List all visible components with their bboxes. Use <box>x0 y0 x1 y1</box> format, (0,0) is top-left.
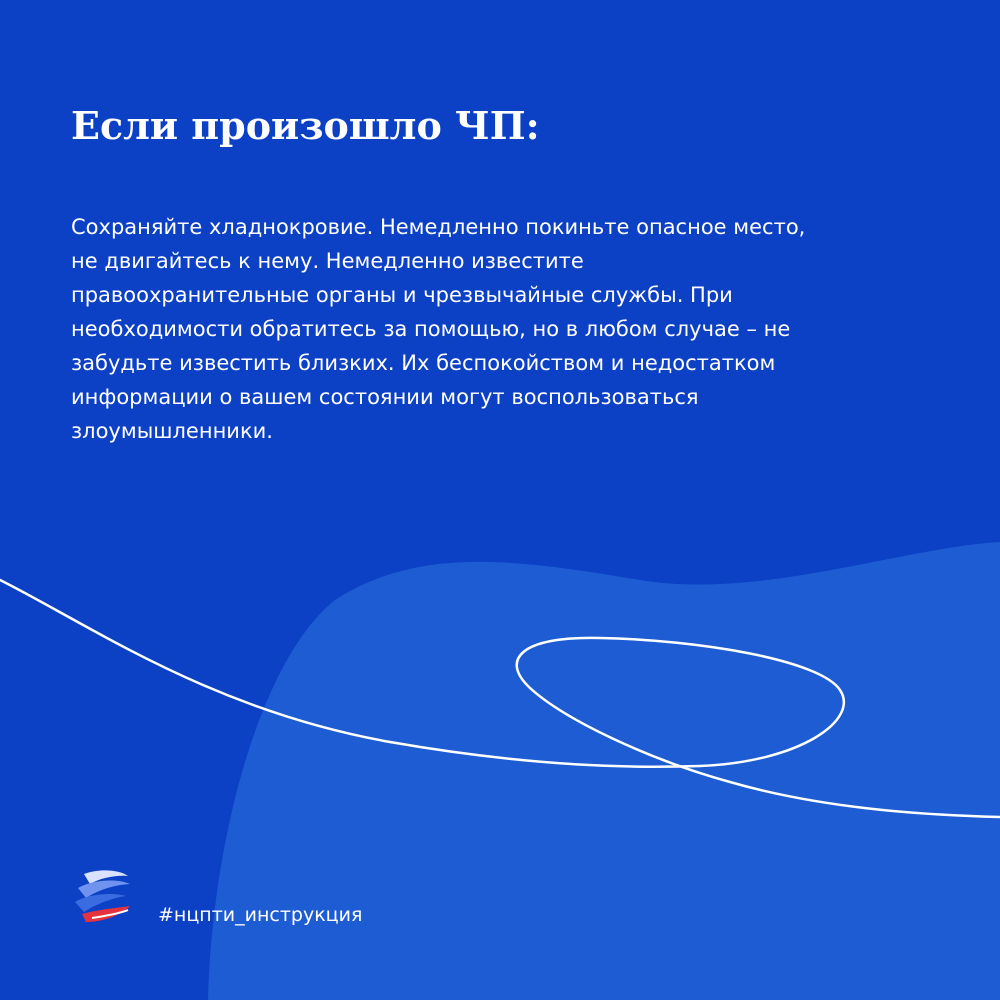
instruction-line: информации о вашем состоянии могут воспользоваться <box>71 385 699 409</box>
page-title: Если произошло ЧП: <box>71 103 540 148</box>
background-blob <box>208 542 1000 1000</box>
instruction-line: забудьте известить близких. Их беспокойством и недостатком <box>71 351 776 375</box>
globe-swoosh-logo-icon <box>70 866 136 926</box>
hashtag: #нцпти_инструкция <box>158 904 363 926</box>
instruction-line: злоумышленники. <box>71 419 273 443</box>
instruction-line: правоохранительные органы и чрезвычайные службы. При <box>71 283 733 307</box>
instruction-text <box>71 210 921 448</box>
instruction-line: не двигайтесь к нему. Немедленно известите <box>71 249 584 273</box>
instruction-line: Сохраняйте хладнокровие. Немедленно покиньте опасное место, <box>71 215 806 239</box>
instruction-line: необходимости обратитесь за помощью, но в любом случае – не <box>71 317 791 341</box>
